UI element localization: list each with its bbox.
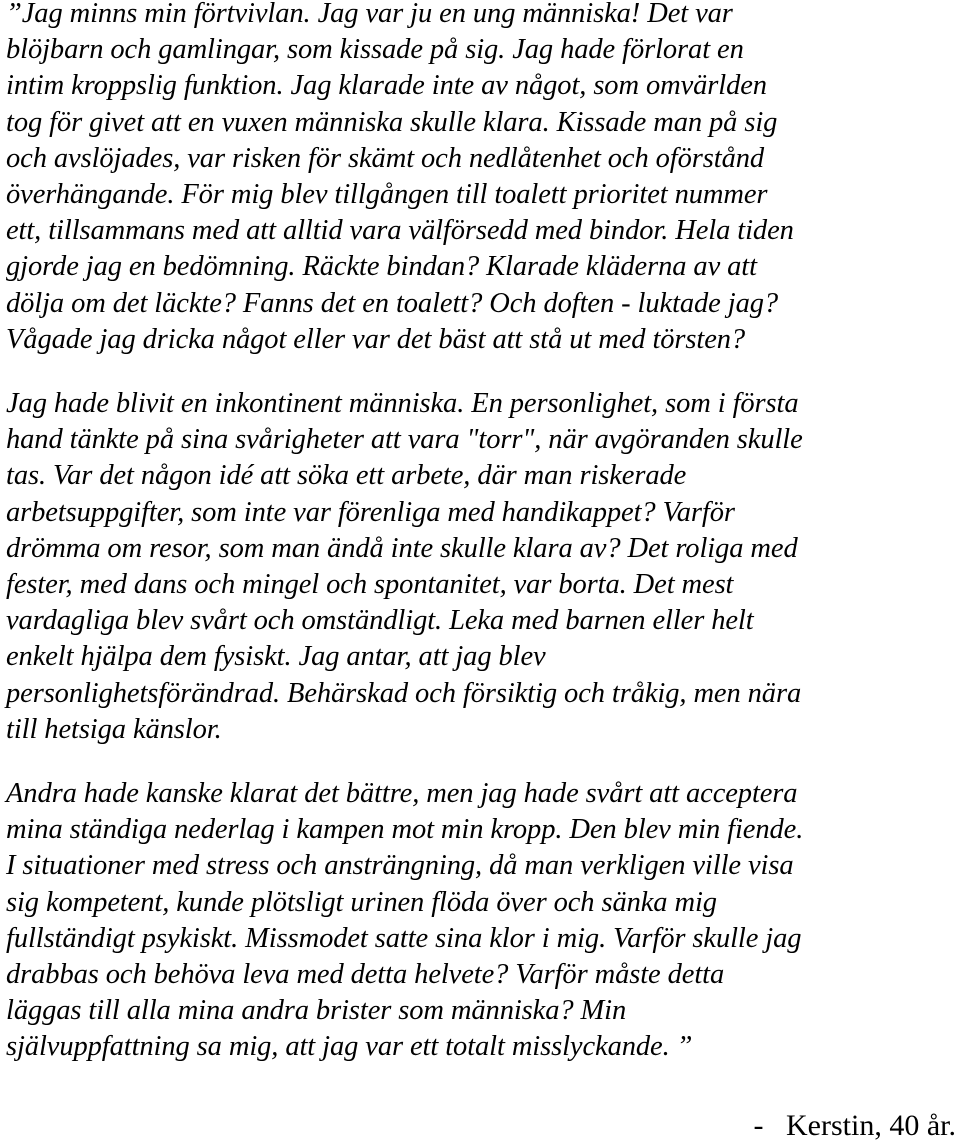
paragraph-gap [6,748,956,776]
quote-paragraph-1: ”Jag minns min förtvivlan. Jag var ju en ung människa! Det var blöjbarn och gamlingar, som kissade på sig. Jag hade förlorat en intim kroppslig funktion. Jag klarade inte av något, som omvärlden tog för givet att en vuxen människa skulle klara. Kissade man på sig och avslöjades, var risken för skämt och nedlåtenhet och oförstånd överhängande. För mig blev tillgången till toalett prioritet nummer ett, tillsammans med att alltid vara välförsedd med bindor. Hela tiden gjorde jag en bedömning. Räckte bindan? Klarade kläderna av att dölja om det läckte? Fanns det en toalett? Och doften - luktade jag? Vågade jag dricka något eller var det bäst att stå ut med törsten? [6,0,794,355]
paragraph-gap [6,358,956,386]
signature-attribution: - Kerstin, 40 år. [753,1109,956,1142]
quote-paragraph-2: Jag hade blivit en inkontinent människa. En personlighet, som i första hand tänkte på sina svårigheter att vara "torr", när avgöranden skulle tas. Var det någon idé att söka ett arbete, där man riskerade arbetsuppgifter, som inte var förenliga med handikappet? Varför drömma om resor, som man ändå inte skulle klara av? Det roliga med fester, med dans och mingel och spontanitet, var borta. Det mest vardagliga blev svårt och omständligt. Leka med barnen eller helt enkelt hjälpa dem fysiskt. Jag antar, att jag blev personlighetsförändrad. Behärskad och försiktig och tråkig, men nära till hetsiga känslor. [6,388,803,745]
document-body [6,0,956,1066]
quote-paragraph-3: Andra hade kanske klarat det bättre, men jag hade svårt att acceptera mina ständiga nederlag i kampen mot min kropp. Den blev min fiende. I situationer med stress och ansträngning, då man verkligen ville visa sig kompetent, kunde plötsligt urinen flöda över och sänka mig fullständigt psykiskt. Missmodet satte sina klor i mig. Varför skulle jag drabbas och behöva leva med detta helvete? Varför måste detta läggas till alla mina andra brister som människa? Min självuppfattning sa mig, att jag var ett totalt misslyckande. ” [6,778,804,1063]
